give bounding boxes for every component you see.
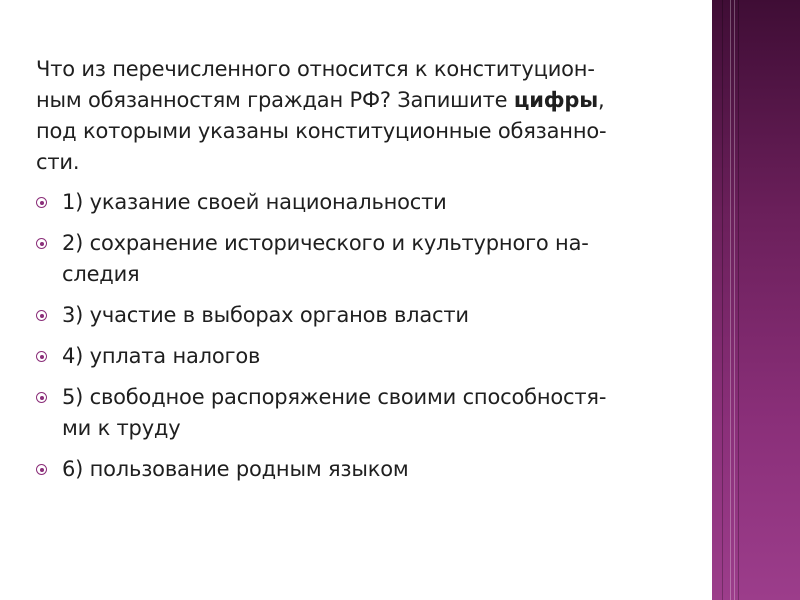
option-text: 1) указание своей национальности bbox=[62, 190, 447, 214]
circle-bullet-icon bbox=[36, 392, 47, 403]
answer-options-list bbox=[36, 187, 688, 485]
answer-option-5 bbox=[36, 382, 688, 444]
question-line: сти. bbox=[36, 150, 80, 174]
option-text: 4) уплата налогов bbox=[62, 344, 261, 368]
circle-bullet-icon bbox=[36, 351, 47, 362]
option-text: 2) сохранение исторического и культурного на- bbox=[62, 231, 589, 255]
option-text-continued: ми к труду bbox=[62, 416, 181, 440]
answer-option-6 bbox=[36, 454, 688, 485]
decorative-side-band bbox=[712, 0, 800, 600]
circle-bullet-icon bbox=[36, 310, 47, 321]
option-text: 3) участие в выборах органов власти bbox=[62, 303, 469, 327]
question-text bbox=[36, 54, 688, 178]
question-line: под которыми указаны конституционные обязанно- bbox=[36, 119, 607, 143]
answer-option-2 bbox=[36, 228, 688, 290]
answer-option-1 bbox=[36, 187, 688, 218]
question-line: ным обязанностям граждан РФ? Запишите цифры, bbox=[36, 88, 605, 112]
band-stripe bbox=[738, 0, 739, 600]
option-text-continued: следия bbox=[62, 262, 140, 286]
circle-bullet-icon bbox=[36, 238, 47, 249]
band-stripe bbox=[730, 0, 731, 600]
circle-bullet-icon bbox=[36, 464, 47, 475]
slide-content bbox=[36, 54, 688, 495]
answer-option-4 bbox=[36, 341, 688, 372]
option-text: 5) свободное распоряжение своими способностя- bbox=[62, 385, 607, 409]
question-emphasis: цифры bbox=[513, 88, 598, 112]
circle-bullet-icon bbox=[36, 197, 47, 208]
band-stripe bbox=[734, 0, 735, 600]
answer-option-3 bbox=[36, 300, 688, 331]
option-text: 6) пользование родным языком bbox=[62, 457, 409, 481]
band-stripe bbox=[722, 0, 723, 600]
question-line: Что из перечисленного относится к конституцион- bbox=[36, 57, 595, 81]
